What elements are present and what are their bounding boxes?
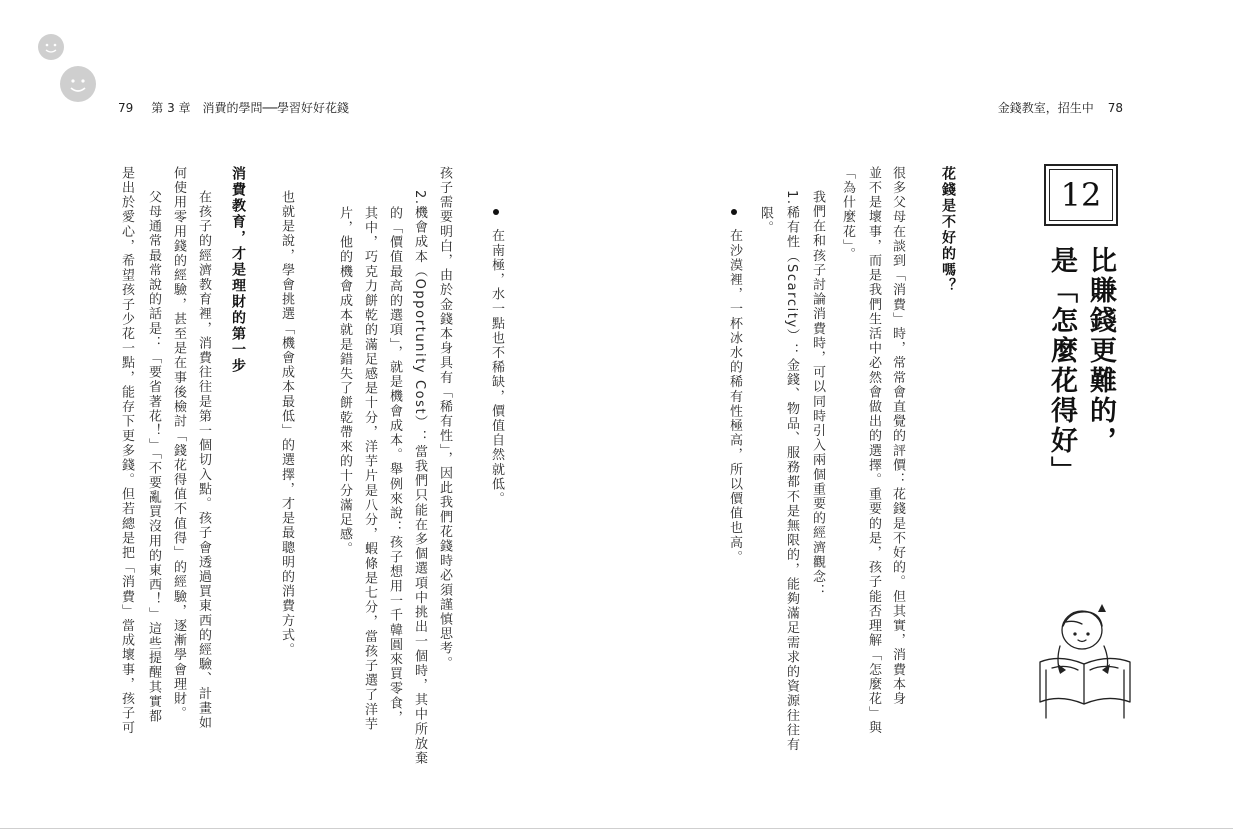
paragraph-line: 1.稀有性（Scarcity）：金錢、物品、服務都不是無限的，能夠滿足需求的資源往往有 bbox=[784, 190, 799, 753]
section-heading: 消費教育，才是理財的第一步 bbox=[230, 166, 246, 374]
left-running-head bbox=[118, 100, 349, 116]
paragraph-line: 父母通常最常說的話是：「要省著花！」「不要亂買沒用的東西！」這些提醒其實都 bbox=[146, 190, 161, 724]
paragraph-line: 何使用零用錢的經驗，甚至是在事後檢討「錢花得值不值得」的經驗，逐漸學會理財。 bbox=[171, 166, 186, 721]
smiley-circle-decoration bbox=[60, 66, 96, 102]
paragraph-line: 的「價值最高的選項」，就是機會成本。舉例來說：孩子想用一千韓圓來買零食， bbox=[387, 206, 402, 726]
left-running-head-text: 第 3 章 消費的學問──學習好好花錢 bbox=[151, 101, 349, 115]
bullet-text: 在沙漠裡，一杯冰水的稀有性極高，所以價值也高。 bbox=[727, 228, 742, 565]
left-page-number: 79 bbox=[118, 101, 134, 115]
bullet-dot-icon bbox=[731, 209, 737, 215]
paragraph-line: 孩子需要明白，由於金錢本身具有「稀有性」，因此我們花錢時必須謹慎思考。 bbox=[437, 166, 452, 671]
bullet-dot-icon bbox=[493, 209, 499, 215]
paragraph-line: 「為什麼花」。 bbox=[840, 166, 855, 262]
bullet-item bbox=[723, 209, 746, 565]
paragraph-line: 也就是說，學會挑選「機會成本最低」的選擇，才是最聰明的消費方式。 bbox=[279, 190, 294, 658]
chapter-title-line-1: 比賺錢更難的， bbox=[1085, 246, 1116, 456]
right-running-head bbox=[998, 100, 1123, 116]
bottom-rule bbox=[0, 828, 1233, 829]
paragraph-line: 很多父母在談到「消費」時，常常會直覺的評價：花錢是不好的。但其實，消費本身 bbox=[890, 166, 905, 707]
paragraph-line: 2.機會成本（Opportunity Cost）：當我們只能在多個選項中挑出一個時，其中所放棄 bbox=[412, 190, 427, 766]
right-running-head-text: 金錢教室，招生中 bbox=[997, 101, 1094, 115]
paragraph-line: 片，他的機會成本就是錯失了餅乾帶來的十分滿足感。 bbox=[337, 206, 352, 557]
paragraph-line: 是出於愛心，希望孩子少花一點，能存下更多錢。但若總是把「消費」當成壞事，孩子可 bbox=[119, 166, 134, 736]
chapter-number: 12 bbox=[1049, 169, 1113, 221]
smiley-circle-decoration bbox=[38, 34, 64, 60]
paragraph-line: 在孩子的經濟教育裡，消費往往是第一個切入點。孩子會透過買東西的經驗、計畫如 bbox=[196, 190, 211, 731]
right-page-number: 78 bbox=[1107, 101, 1123, 115]
paragraph-line: 其中，巧克力餅乾的滿足感是十分，洋芋片是八分，蝦條是七分，當孩子選了洋芋 bbox=[362, 206, 377, 732]
paragraph-line: 我們在和孩子討論消費時，可以同時引入兩個重要的經濟觀念： bbox=[810, 190, 825, 599]
bullet-item bbox=[485, 209, 508, 506]
chapter-number-box bbox=[1044, 164, 1118, 226]
chapter-title-line-2: 是「怎麼花得好」 bbox=[1046, 246, 1077, 486]
paragraph-line: 並不是壞事，而是我們生活中必然會做出的選擇。重要的是，孩子能否理解「怎麼花」與 bbox=[866, 166, 881, 736]
child-reading-illustration bbox=[1030, 600, 1140, 725]
bullet-text: 在南極，水一點也不稀缺，價值自然就低。 bbox=[489, 228, 504, 507]
paragraph-line: 限。 bbox=[758, 206, 773, 236]
section-heading: 花錢是不好的嗎？ bbox=[940, 166, 956, 294]
